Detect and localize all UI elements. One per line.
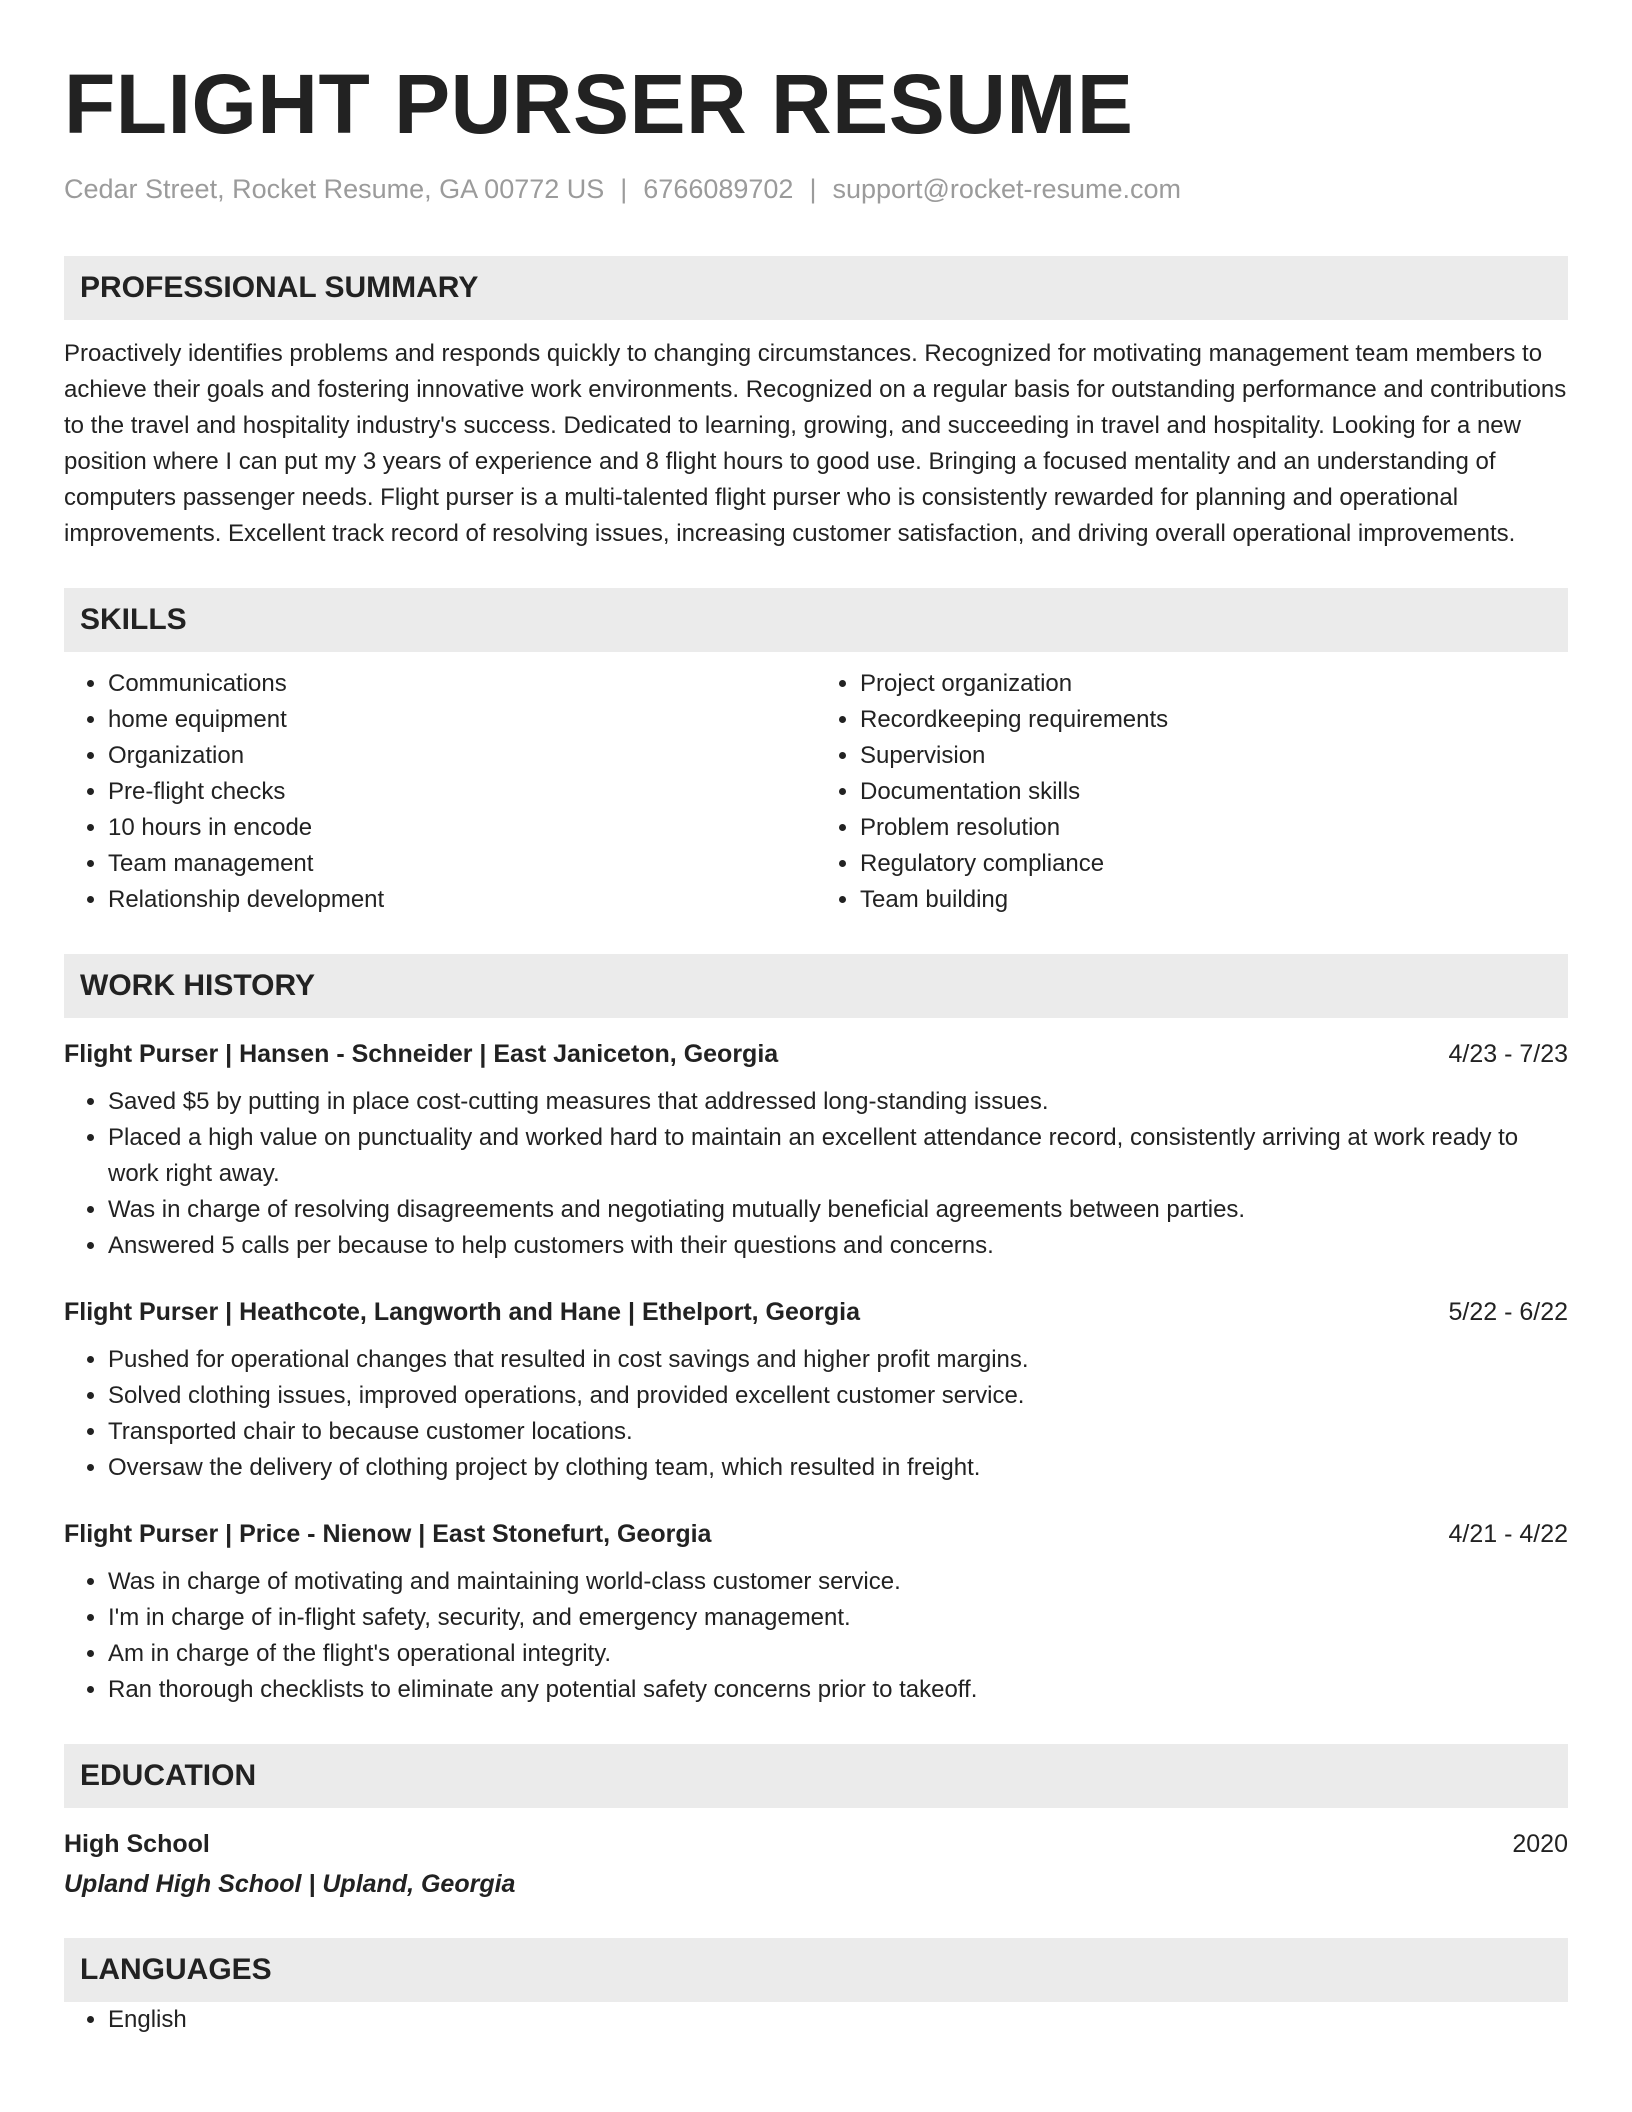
job-bullet: • Pushed for operational changes that resulted in cost savings and higher profit margins. xyxy=(108,1342,1568,1378)
skill-item: • Relationship development xyxy=(108,882,816,918)
skill-item: • 10 hours in encode xyxy=(108,810,816,846)
skill-item: • Documentation skills xyxy=(860,774,1568,810)
job-bullets xyxy=(64,1342,1568,1486)
skills-column-right xyxy=(816,666,1568,918)
contact-email: support@rocket-resume.com xyxy=(832,174,1181,204)
contact-separator: | xyxy=(809,174,817,204)
skills-list xyxy=(64,666,1568,918)
summary-text: Proactively identifies problems and responds quickly to changing circumstances. Recognized for motivating management team members to achieve their goals and fostering innovative work environments. Recognized on a regular basis for outstanding performance and contributions to the travel and hospitality industry's success. Dedicated to learning, growing, and succeeding in travel and hospitality. Looking for a new position where I can put my 3 years of experience and 8 flight hours to good use. Bringing a focused mentality and an understanding of computers passenger needs. Flight purser is a multi-talented flight purser who is consistently rewarded for planning and operational improvements. Excellent track record of resolving issues, increasing customer satisfaction, and driving overall operational improvements. xyxy=(64,340,1567,547)
job-entry xyxy=(64,1516,1568,1708)
skill-item: • home equipment xyxy=(108,702,816,738)
job-bullet: • Oversaw the delivery of clothing project by clothing team, which resulted in freight. xyxy=(108,1450,1568,1486)
job-title: Flight Purser | Heathcote, Langworth and Hane | Ethelport, Georgia xyxy=(64,1298,861,1326)
skill-item: • Communications xyxy=(108,666,816,702)
job-header xyxy=(64,1294,1568,1330)
contact-line xyxy=(64,172,1568,206)
skill-item: • Team management xyxy=(108,846,816,882)
contact-separator: | xyxy=(620,174,628,204)
languages-list xyxy=(64,2002,1568,2038)
section-header-summary: PROFESSIONAL SUMMARY xyxy=(64,256,1568,320)
education-year: 2020 xyxy=(1512,1830,1568,1858)
job-dates: 4/23 - 7/23 xyxy=(1448,1040,1568,1068)
skill-item: • Organization xyxy=(108,738,816,774)
job-bullet: • I'm in charge of in-flight safety, security, and emergency management. xyxy=(108,1600,1568,1636)
job-bullet: • Transported chair to because customer locations. xyxy=(108,1414,1568,1450)
job-bullets xyxy=(64,1564,1568,1708)
education-school: Upland High School | Upland, Georgia xyxy=(64,1870,516,1898)
job-bullet: • Solved clothing issues, improved operations, and provided excellent customer service. xyxy=(108,1378,1568,1414)
job-entry xyxy=(64,1036,1568,1264)
skill-item: • Regulatory compliance xyxy=(860,846,1568,882)
skill-item: • Team building xyxy=(860,882,1568,918)
job-entry xyxy=(64,1294,1568,1486)
section-header-work-history: WORK HISTORY xyxy=(64,954,1568,1018)
job-bullets xyxy=(64,1084,1568,1264)
skill-item: • Supervision xyxy=(860,738,1568,774)
education-degree: High School xyxy=(64,1830,210,1858)
skills-column-left xyxy=(64,666,816,918)
job-bullet: • Saved $5 by putting in place cost-cutting measures that addressed long-standing issues. xyxy=(108,1084,1568,1120)
job-bullet: • Answered 5 calls per because to help customers with their questions and concerns. xyxy=(108,1228,1568,1264)
job-bullet: • Was in charge of motivating and maintaining world-class customer service. xyxy=(108,1564,1568,1600)
job-title: Flight Purser | Hansen - Schneider | East Janiceton, Georgia xyxy=(64,1040,779,1068)
language-item: • English xyxy=(108,2002,1568,2038)
job-header xyxy=(64,1036,1568,1072)
job-bullet: • Am in charge of the flight's operational integrity. xyxy=(108,1636,1568,1672)
job-dates: 5/22 - 6/22 xyxy=(1448,1298,1568,1326)
skill-item: • Problem resolution xyxy=(860,810,1568,846)
contact-address: Cedar Street, Rocket Resume, GA 00772 US xyxy=(64,174,605,204)
job-bullet: • Ran thorough checklists to eliminate any potential safety concerns prior to takeoff. xyxy=(108,1672,1568,1708)
resume-title: FLIGHT PURSER RESUME xyxy=(64,57,1134,151)
section-header-languages: LANGUAGES xyxy=(64,1938,1568,2002)
skill-item: • Recordkeeping requirements xyxy=(860,702,1568,738)
skill-item: • Pre-flight checks xyxy=(108,774,816,810)
job-header xyxy=(64,1516,1568,1552)
skill-item: • Project organization xyxy=(860,666,1568,702)
section-header-skills: SKILLS xyxy=(64,588,1568,652)
section-header-education: EDUCATION xyxy=(64,1744,1568,1808)
job-title: Flight Purser | Price - Nienow | East Stonefurt, Georgia xyxy=(64,1520,712,1548)
job-bullet: • Was in charge of resolving disagreements and negotiating mutually beneficial agreements between parties. xyxy=(108,1192,1568,1228)
education-entry xyxy=(64,1826,1568,1862)
job-dates: 4/21 - 4/22 xyxy=(1448,1520,1568,1548)
job-bullet: • Placed a high value on punctuality and worked hard to maintain an excellent attendance record, consistently arriving at work ready to work right away. xyxy=(108,1120,1568,1192)
contact-phone: 6766089702 xyxy=(643,174,794,204)
